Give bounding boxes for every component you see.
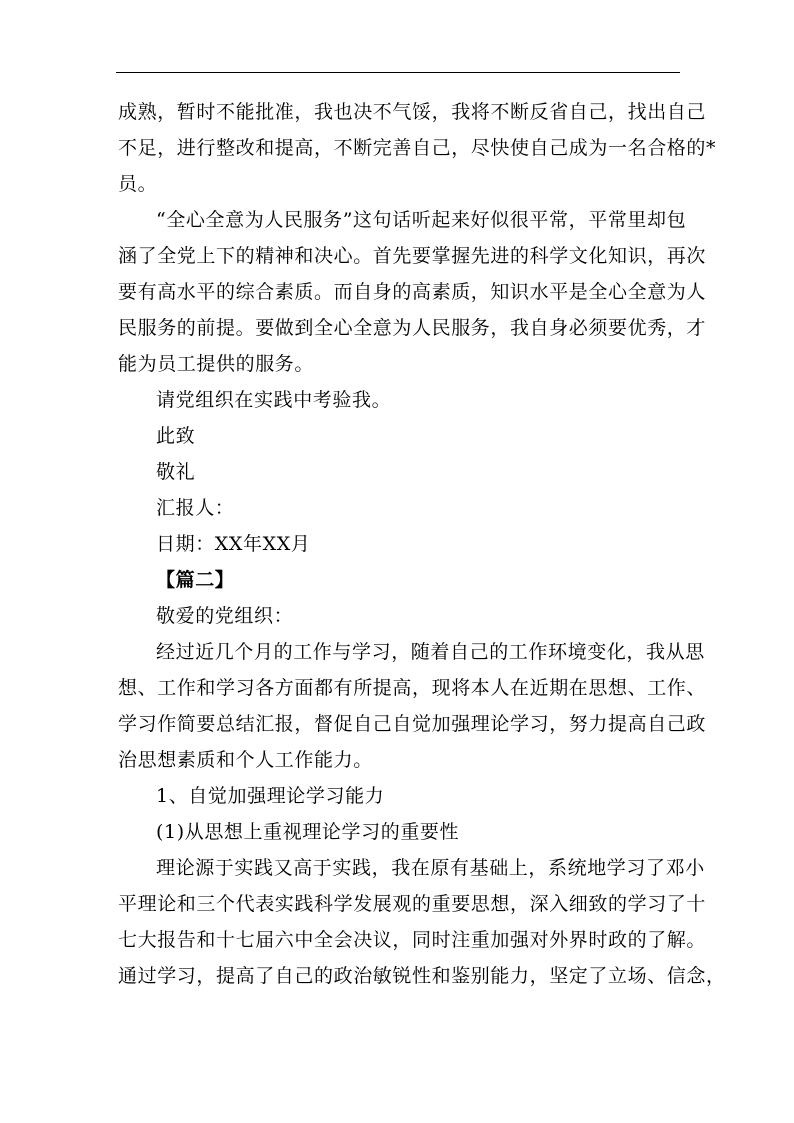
text-line: 涵了全党上下的精神和决心。首先要掌握先进的科学文化知识，再次 [118,245,707,267]
text-line: 要有高水平的综合素质。而自身的高素质，知识水平是全心全意为人 [118,281,707,303]
text-line: 经过近几个月的工作与学习，随着自己的工作环境变化，我从思 [156,641,705,663]
text-line: 理论源于实践又高于实践，我在原有基础上，系统地学习了邓小 [156,857,705,879]
document-body [118,94,726,994]
closing-salutation: 此致 [156,425,196,447]
text-line: 治思想素质和个人工作能力。 [118,749,373,771]
text-line: 能为员工提供的服务。 [118,353,315,375]
subheading: 1、自觉加强理论学习能力 [156,785,385,807]
text-line: 想、工作和学习各方面都有所提高，现将本人在近期在思想、工作、 [118,677,707,699]
greeting: 敬爱的党组织： [156,605,294,627]
text-line: 通过学习，提高了自己的政治敏锐性和鉴别能力，坚定了立场、信念， [118,965,726,987]
text-line: 七大报告和十七届六中全会决议，同时注重加强对外界时政的了解。 [118,929,707,951]
text-line: 不足，进行整改和提高，不断完善自己，尽快使自己成为一名合格的* [118,137,717,159]
text-line: 学习作简要总结汇报，督促自己自觉加强理论学习，努力提高自己政 [118,713,707,735]
text-line: 民服务的前提。要做到全心全意为人民服务，我自身必须要优秀，才 [118,317,707,339]
text-line: 请党组织在实践中考验我。 [156,389,392,411]
text-line: 平理论和三个代表实践科学发展观的重要思想，深入细致的学习了十 [118,893,707,915]
closing-regards: 敬礼 [156,461,196,483]
subheading: (1)从思想上重视理论学习的重要性 [156,821,460,843]
section-heading: 【篇二】 [156,569,235,591]
text-line: 员。 [118,173,158,195]
reporter-label: 汇报人： [156,497,235,519]
header-rule [116,72,680,73]
date-label: 日期：XX年XX月 [156,533,311,555]
text-line: “全心全意为人民服务”这句话听起来好似很平常，平常里却包 [156,209,687,231]
text-line: 成熟，暂时不能批准，我也决不气馁，我将不断反省自己，找出自己 [118,101,707,123]
